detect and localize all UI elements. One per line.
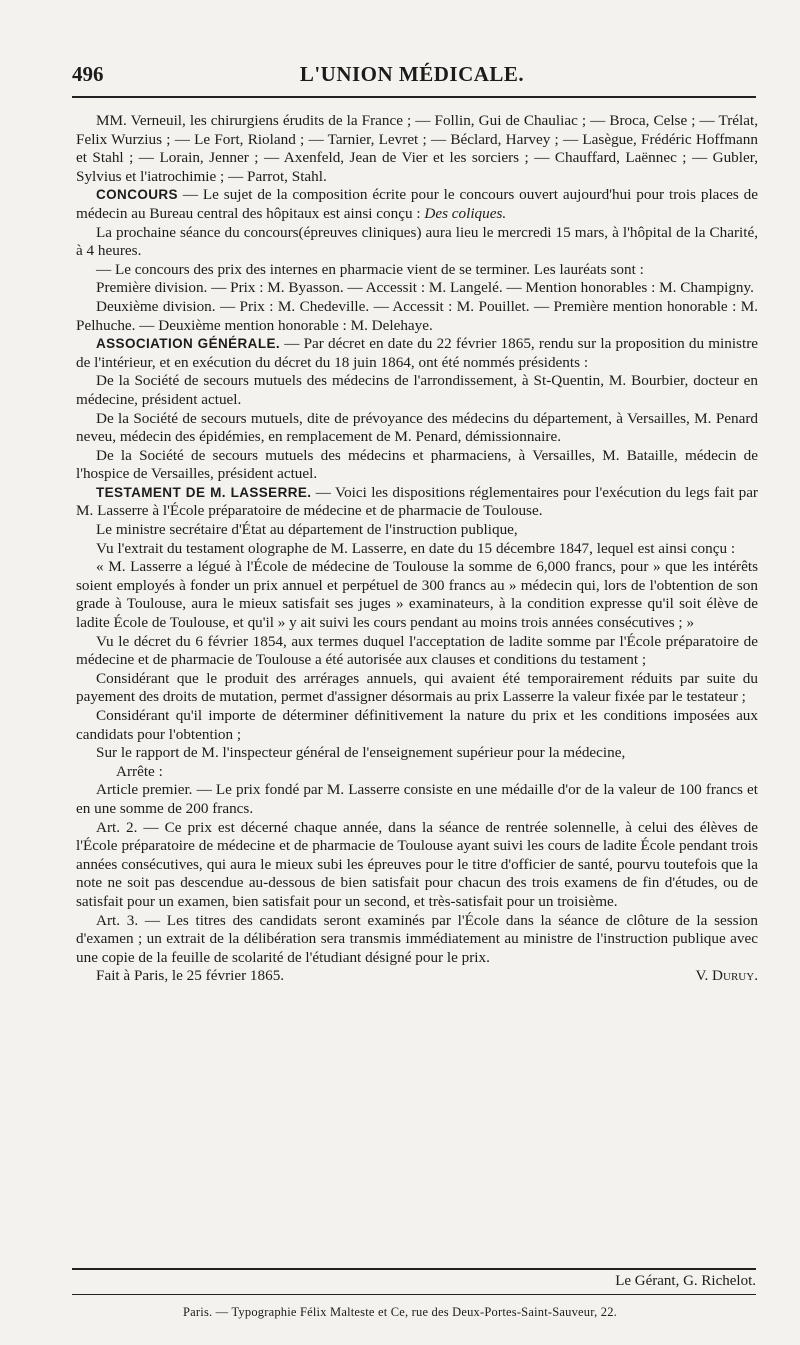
article-2: Art. 2. — Ce prix est décerné chaque année, dans la séance de rentrée solennelle, à celui des élèves de l'École préparatoire de médecine et de pharmacie de Toulouse ayant suivi les cours de ladite École pendant trois années consécutives, qui aura le mieux subi les épreuves pour le titre d'officier de santé, pourvu toutefois que la note ne soit pas descendue au-dessous de bien satisfait pour chacun des trois examens de fin d'études, ou de satisfait pour un examen, bien satisfait pour un second, et très-satisfait pour un troisième. [76,818,758,910]
concours-paragraph [76,186,758,223]
section-heading-testament: TESTAMENT DE M. LASSERRE. [96,484,312,500]
page-header [72,62,752,98]
testament-text: — Voici les dispositions réglementaires pour l'exécution du legs fait par M. Lasserre à l'École préparatoire de médecine et de pharmacie de Toulouse. [76,483,758,520]
article-1: Article premier. — Le prix fondé par M. Lasserre consiste en une médaille d'or de la valeur de 100 francs et en une somme de 200 francs. [76,781,758,817]
association-st-quentin: De la Société de secours mutuels des médecins de l'arrondissement, à St-Quentin, M. Bourbier, docteur en médecine, président actuel. [76,372,758,408]
intro-paragraph: MM. Verneuil, les chirurgiens érudits de la France ; — Follin, Gui de Chauliac ; — Broca, Celse ; — Trélat, Felix Wurzius ; — Le Fort, Rioland ; — Tarnier, Levret ; — Béclard, Harvey ; — Lasègue, Frédéric Hoffmann et Stahl ; — Lorain, Jenner ; — Axenfeld, Jean de Vier et les sorciers ; — Chauffard, Laënnec ; — Gubler, Sylvius et l'iatrochimie ; — Parrot, Stahl. [76,112,758,185]
printer-imprint: Paris. — Typographie Félix Malteste et Ce, rue des Deux-Portes-Saint-Sauveur, 22. [183,1305,617,1319]
signature-name: V. Duruy. [695,967,758,985]
testament-rapport: Sur le rapport de M. l'inspecteur général de l'enseignement supérieur pour la médecine, [96,744,626,762]
footer-rule [72,1268,756,1270]
concours-text: — Le sujet de la composition écrite pour le concours ouvert aujourd'hui pour trois places de médecin au Bureau central des hôpitaux est ainsi conçu : [76,186,758,222]
footer-rule-thin [72,1294,756,1295]
association-text: — Par décret en date du 22 février 1865, rendu sur la proposition du ministre de l'intérieur, et en exécution du décret du 18 juin 1864, ont été nommés présidents : [76,335,758,371]
testament-quote: « M. Lasserre a légué à l'École de médecine de Toulouse la somme de 6,000 francs, pour » que les intérêts soient employés à fonder un prix annuel et perpétuel de 300 francs au » médecin qui, lors de l'obtention de son grade à Toulouse, aura le mieux satisfait ses juges » examinateurs, à la condition expresse qu'il soit élève de ladite École de Toulouse, et qu'il » y ait suivi les cours pendant au moins trois années consécutives ; » [76,558,758,632]
article-3: Art. 3. — Les titres des candidats seront examinés par l'École dans la séance de clôture de la session d'examen ; un extrait de la délibération sera transmis immédiatement au ministre de l'instruction publique avec une copie de la feuille de scolarité de l'étudiant désigné pour le prix. [76,911,758,966]
testament-decree: Vu le décret du 6 février 1854, aux termes duquel l'acceptation de ladite somme par l'École préparatoire de médecine et de pharmacie de Toulouse a été autorisée aux clauses et conditions du testament ; [76,632,758,669]
gerant-line: Le Gérant, G. Richelot. [615,1273,756,1289]
concours-next-session: La prochaine séance du concours(épreuves cliniques) aura lieu le mercredi 15 mars, à l'hôpital de la Charité, à 4 heures. [76,223,758,260]
arrete: Arrête : [116,762,163,780]
running-head: L'UNION MÉDICALE. [299,62,525,86]
concours-subject: Des coliques. [424,204,507,222]
signature-place-date: Fait à Paris, le 25 février 1865. [96,967,285,985]
division-two: Deuxième division. — Prix : M. Chedeville. — Accessit : M. Pouillet. — Première mention honorable : M. Pelhuche. — Deuxième mention honorable : M. Delehaye. [76,297,758,334]
signature-line [76,967,758,986]
article-body [76,112,758,986]
testament-paragraph [76,484,758,521]
header-rule [72,96,756,98]
testament-extract: Vu l'extrait du testament olographe de M. Lasserre, en date du 15 décembre 1847, lequel est ainsi conçu : [96,539,736,557]
association-versailles-pharmaciens: De la Société de secours mutuels des médecins et pharmaciens, à Versailles, M. Bataille, médecin de l'hospice de Versailles, président actuel. [76,446,758,483]
section-heading-concours: CONCOURS [96,187,178,203]
section-heading-association: ASSOCIATION GÉNÉRALE. [96,336,281,352]
page-number: 496 [72,62,104,86]
association-versailles-prevoyance: De la Société de secours mutuels, dite de prévoyance des médecins du département, à Versailles, M. Penard neveu, médecin des épidémies, en remplacement de M. Penard, démissionnaire. [76,409,758,446]
testament-considerant-2: Considérant qu'il importe de déterminer définitivement la nature du prix et les conditions imposées aux candidats pour l'obtention ; [76,707,758,743]
association-paragraph [76,335,758,372]
division-one: Première division. — Prix : M. Byasson. — Accessit : M. Langelé. — Mention honorables : M. Champigny. [96,279,754,297]
concours-pharmacy: — Le concours des prix des internes en pharmacie vient de se terminer. Les lauréats sont : [96,260,644,278]
testament-minister: Le ministre secrétaire d'État au département de l'instruction publique, [96,521,518,539]
testament-considerant-1: Considérant que le produit des arrérages annuels, qui avaient été temporairement réduits par suite du payement des droits de mutation, permet d'assigner désormais au prix Lasserre la valeur fixée par le testateur ; [76,669,758,706]
